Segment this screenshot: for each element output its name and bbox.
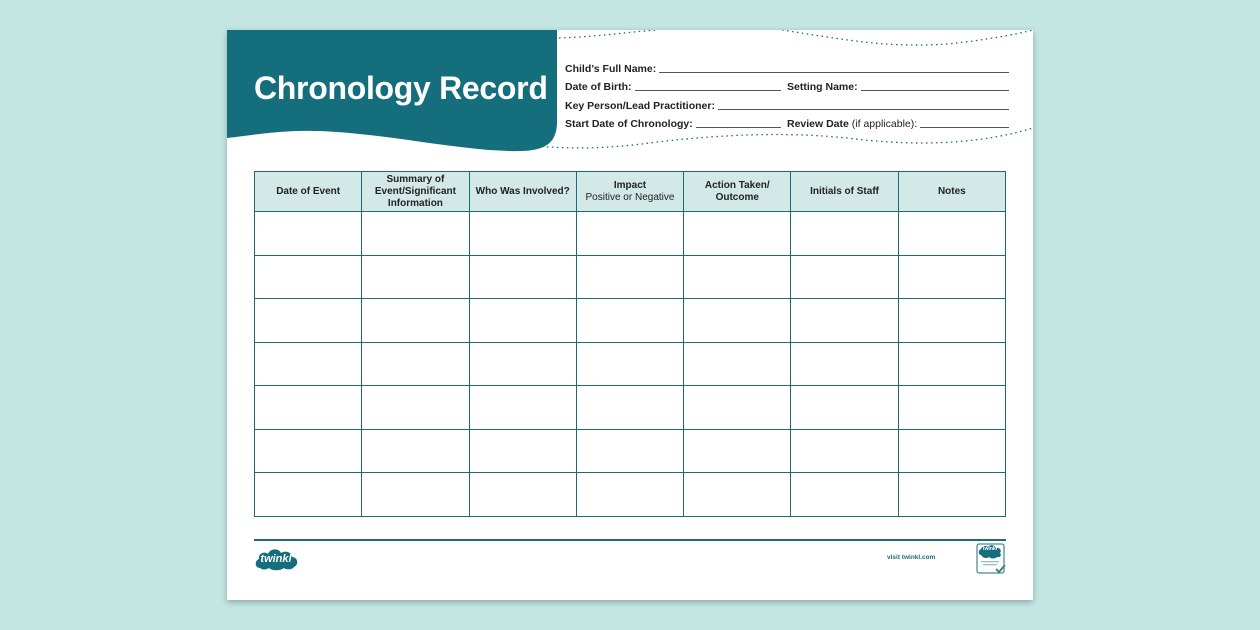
key-person-field[interactable] bbox=[718, 109, 1009, 110]
field-row-dob-setting bbox=[565, 75, 1009, 94]
table-cell-initials[interactable] bbox=[791, 386, 898, 430]
table-cell-summary[interactable] bbox=[362, 386, 469, 430]
review-date-note: (if applicable): bbox=[851, 118, 918, 130]
document-title: Chronology Record bbox=[254, 70, 548, 106]
key-person-label: Key Person/Lead Practitioner: bbox=[565, 99, 715, 112]
table-cell-summary[interactable] bbox=[362, 212, 469, 256]
table-cell-date[interactable] bbox=[255, 212, 362, 256]
table-cell-involved[interactable] bbox=[469, 212, 576, 256]
table-cell-initials[interactable] bbox=[791, 473, 898, 517]
table-cell-summary[interactable] bbox=[362, 473, 469, 517]
column-header-involved: Who Was Involved? bbox=[469, 172, 576, 212]
table-cell-impact[interactable] bbox=[576, 255, 683, 299]
table-cell-summary[interactable] bbox=[362, 429, 469, 473]
table-header-row bbox=[255, 172, 1006, 212]
impact-header-sub: Positive or Negative bbox=[585, 191, 675, 203]
table-cell-impact[interactable] bbox=[576, 429, 683, 473]
table-cell-action[interactable] bbox=[684, 255, 791, 299]
start-date-label: Start Date of Chronology: bbox=[565, 118, 693, 130]
table-cell-summary[interactable] bbox=[362, 255, 469, 299]
table-cell-action[interactable] bbox=[684, 473, 791, 517]
table-row bbox=[255, 212, 1006, 256]
table-cell-impact[interactable] bbox=[576, 212, 683, 256]
footer-divider bbox=[254, 539, 1006, 541]
column-header-impact bbox=[576, 172, 683, 212]
table-cell-notes[interactable] bbox=[898, 342, 1005, 386]
twinkl-logo-icon bbox=[254, 546, 300, 574]
table-cell-action[interactable] bbox=[684, 342, 791, 386]
table-row bbox=[255, 255, 1006, 299]
quality-badge-icon bbox=[976, 543, 1006, 575]
table-cell-action[interactable] bbox=[684, 299, 791, 343]
table-row bbox=[255, 299, 1006, 343]
table-cell-initials[interactable] bbox=[791, 299, 898, 343]
table-cell-action[interactable] bbox=[684, 429, 791, 473]
table-cell-date[interactable] bbox=[255, 473, 362, 517]
chronology-table bbox=[254, 171, 1006, 517]
column-header-initials: Initials of Staff bbox=[791, 172, 898, 212]
review-date-label bbox=[787, 118, 917, 130]
review-date-field[interactable] bbox=[920, 127, 1009, 128]
table-cell-impact[interactable] bbox=[576, 299, 683, 343]
table-row bbox=[255, 386, 1006, 430]
table-cell-initials[interactable] bbox=[791, 212, 898, 256]
setting-name-field[interactable] bbox=[861, 90, 1009, 91]
dob-field[interactable] bbox=[635, 90, 782, 91]
table-cell-notes[interactable] bbox=[898, 429, 1005, 473]
table-cell-date[interactable] bbox=[255, 255, 362, 299]
table-cell-initials[interactable] bbox=[791, 255, 898, 299]
table-cell-date[interactable] bbox=[255, 429, 362, 473]
logo-text: twinkl bbox=[260, 553, 292, 565]
table-cell-notes[interactable] bbox=[898, 255, 1005, 299]
table-cell-impact[interactable] bbox=[576, 386, 683, 430]
start-date-field[interactable] bbox=[696, 127, 781, 128]
column-header-date: Date of Event bbox=[255, 172, 362, 212]
details-form bbox=[565, 56, 1009, 130]
child-name-field[interactable] bbox=[659, 72, 1009, 73]
column-header-summary: Summary of Event/Significant Information bbox=[362, 172, 469, 212]
field-row-key-person bbox=[565, 93, 1009, 112]
table-cell-involved[interactable] bbox=[469, 386, 576, 430]
table-cell-impact[interactable] bbox=[576, 342, 683, 386]
table-cell-involved[interactable] bbox=[469, 299, 576, 343]
table-cell-initials[interactable] bbox=[791, 342, 898, 386]
table-cell-involved[interactable] bbox=[469, 429, 576, 473]
impact-header-label: Impact bbox=[613, 179, 647, 191]
table-cell-summary[interactable] bbox=[362, 342, 469, 386]
dob-label: Date of Birth: bbox=[565, 81, 632, 93]
badge-text: twinkl bbox=[982, 546, 998, 552]
table-cell-action[interactable] bbox=[684, 386, 791, 430]
table-cell-notes[interactable] bbox=[898, 299, 1005, 343]
table-cell-initials[interactable] bbox=[791, 429, 898, 473]
worksheet-page bbox=[227, 30, 1033, 600]
table-row bbox=[255, 473, 1006, 517]
child-name-label: Child’s Full Name: bbox=[565, 62, 657, 75]
table-cell-involved[interactable] bbox=[469, 255, 576, 299]
table-cell-summary[interactable] bbox=[362, 299, 469, 343]
table-cell-date[interactable] bbox=[255, 386, 362, 430]
table-cell-involved[interactable] bbox=[469, 342, 576, 386]
table-row bbox=[255, 342, 1006, 386]
visit-link[interactable]: visit twinkl.com bbox=[887, 554, 936, 561]
table-cell-date[interactable] bbox=[255, 342, 362, 386]
table-cell-involved[interactable] bbox=[469, 473, 576, 517]
table-row bbox=[255, 429, 1006, 473]
table-cell-notes[interactable] bbox=[898, 386, 1005, 430]
table-cell-date[interactable] bbox=[255, 299, 362, 343]
table-cell-impact[interactable] bbox=[576, 473, 683, 517]
column-header-action: Action Taken/ Outcome bbox=[684, 172, 791, 212]
table-body bbox=[255, 212, 1006, 517]
field-row-dates bbox=[565, 112, 1009, 131]
table-cell-action[interactable] bbox=[684, 212, 791, 256]
table-cell-notes[interactable] bbox=[898, 473, 1005, 517]
field-row-child-name bbox=[565, 56, 1009, 75]
column-header-notes: Notes bbox=[898, 172, 1005, 212]
table-cell-notes[interactable] bbox=[898, 212, 1005, 256]
setting-name-label: Setting Name: bbox=[787, 81, 858, 93]
review-date-label-main: Review Date bbox=[787, 118, 849, 130]
